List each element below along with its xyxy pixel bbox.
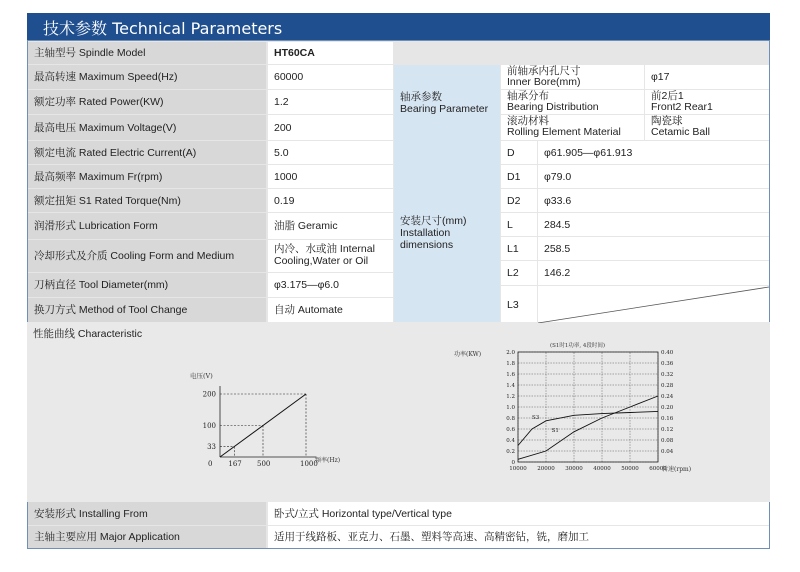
bearing-item-name-line: 滚动材料 bbox=[507, 115, 549, 127]
bearing-group-cn: 轴承参数 bbox=[400, 91, 442, 103]
chart1-x-tick: 500 bbox=[257, 460, 271, 468]
param-label: 最高转速 Maximum Speed(Hz) bbox=[28, 65, 266, 89]
chart2-y-right-tick: 0.36 bbox=[661, 361, 674, 367]
chart2-x-tick: 30000 bbox=[565, 466, 583, 472]
chart2-series-s1 bbox=[518, 396, 658, 459]
param-value: 1000 bbox=[268, 165, 393, 188]
installation-value: 146.2 bbox=[538, 261, 769, 285]
chart2-x-tick: 50000 bbox=[621, 466, 639, 472]
installation-value: 284.5 bbox=[538, 213, 769, 236]
chart2-y-right-tick: 0.20 bbox=[661, 405, 674, 411]
installation-key: D bbox=[501, 141, 537, 164]
installation-key: D1 bbox=[501, 165, 537, 188]
bearing-item-name-line: Bearing Distribution bbox=[507, 101, 599, 113]
bearing-item-value-line: Cetamic Ball bbox=[651, 126, 710, 138]
installation-key: L3 bbox=[501, 286, 537, 323]
chart2-annotation-s1: S1 bbox=[551, 427, 559, 434]
installation-value: φ61.905—φ61.913 bbox=[538, 141, 769, 164]
param-label: 冷却形式及介质 Cooling Form and Medium bbox=[28, 240, 266, 272]
installation-key: L bbox=[501, 213, 537, 236]
param-value: 1.2 bbox=[268, 90, 393, 114]
param-value: 油脂 Geramic bbox=[268, 213, 393, 239]
bearing-item-name-line: Inner Bore(mm) bbox=[507, 76, 581, 88]
voltage-frequency-chart bbox=[180, 370, 360, 470]
chart1-x-tick: 1000 bbox=[300, 460, 318, 468]
bearing-group-en: Bearing Parameter bbox=[400, 103, 489, 115]
bearing-item-name bbox=[501, 115, 644, 140]
chart2-y-right-tick: 0.28 bbox=[661, 383, 674, 389]
power-speed-chart bbox=[440, 340, 700, 480]
installation-group-en1: Installation bbox=[400, 227, 451, 239]
chart2-xlabel: 转速(rpm) bbox=[662, 466, 692, 473]
param-label: 额定电流 Rated Electric Current(A) bbox=[28, 141, 266, 164]
chart2-y-left-tick: 2.0 bbox=[506, 350, 515, 356]
chart2-y-right-tick: 0.16 bbox=[661, 416, 674, 422]
application-label: 主轴主要应用 Major Application bbox=[28, 526, 266, 548]
param-label: 润滑形式 Lubrication Form bbox=[28, 213, 266, 239]
bearing-item-name bbox=[501, 90, 644, 114]
chart1-x-tick: 0 bbox=[208, 460, 213, 468]
param-value: 60000 bbox=[268, 65, 393, 89]
param-label: 最高电压 Maximum Voltage(V) bbox=[28, 115, 266, 140]
param-value-line: Cooling,Water or Oil bbox=[274, 255, 369, 267]
bearing-item-name-line: 轴承分布 bbox=[507, 90, 549, 102]
chart1-xlabel: 频率(Hz) bbox=[315, 457, 341, 464]
chart2-y-left-tick: 1.2 bbox=[506, 394, 515, 400]
chart2-y-right-tick: 0.04 bbox=[661, 449, 674, 455]
installation-value: φ33.6 bbox=[538, 189, 769, 212]
chart2-y-right-tick: 0.12 bbox=[661, 427, 674, 433]
chart2-y-right-tick: 0.32 bbox=[661, 372, 674, 378]
chart2-y-left-tick: 1.0 bbox=[506, 405, 515, 411]
characteristic-label: 性能曲线 Characteristic bbox=[33, 328, 143, 340]
chart2-x-tick: 40000 bbox=[593, 466, 611, 472]
param-value bbox=[268, 240, 393, 272]
param-label: 换刀方式 Method of Tool Change bbox=[28, 298, 266, 322]
page-title: 技术参数 Technical Parameters bbox=[43, 19, 283, 38]
bearing-group-label bbox=[394, 65, 500, 141]
chart2-title: (S1时1功率, 4段时间) bbox=[550, 343, 606, 349]
l3-diagonal-line bbox=[538, 287, 769, 323]
param-value: φ3.175—φ6.0 bbox=[268, 273, 393, 297]
param-label: 刀柄直径 Tool Diameter(mm) bbox=[28, 273, 266, 297]
chart2-annotation-s3: S3 bbox=[532, 415, 540, 422]
param-label: 额定功率 Rated Power(KW) bbox=[28, 90, 266, 114]
param-value: 自动 Automate bbox=[268, 298, 393, 322]
chart2-x-tick: 60000 bbox=[649, 466, 667, 472]
bearing-item-value bbox=[645, 90, 769, 114]
header-bar bbox=[27, 13, 770, 40]
param-value: 0.19 bbox=[268, 189, 393, 212]
installation-key: L1 bbox=[501, 237, 537, 260]
chart1-y-tick: 200 bbox=[202, 390, 216, 399]
chart2-y-right-tick: 0.40 bbox=[661, 350, 674, 356]
installation-group-cn: 安装尺寸(mm) bbox=[400, 215, 467, 227]
installation-value: 258.5 bbox=[538, 237, 769, 260]
chart2-y-right-tick: 0.24 bbox=[661, 394, 674, 400]
installing-label: 安装形式 Installing From bbox=[28, 502, 266, 525]
installing-value: 卧式/立式 Horizontal type/Vertical type bbox=[268, 502, 769, 525]
l3-diagonal bbox=[538, 286, 769, 323]
param-label: 额定扭矩 S1 Rated Torque(Nm) bbox=[28, 189, 266, 212]
chart2-y-left-tick: 0 bbox=[511, 460, 515, 466]
chart2-y-left-tick: 0.8 bbox=[506, 416, 515, 422]
chart2-ylabel: 功率(KW) bbox=[454, 351, 482, 358]
param-label: 主轴型号 Spindle Model bbox=[28, 42, 266, 64]
installation-value: φ79.0 bbox=[538, 165, 769, 188]
bearing-item-value-line: 陶瓷球 bbox=[651, 115, 683, 127]
bearing-item-value bbox=[645, 115, 769, 140]
param-value-line: 内冷、水或油 Internal bbox=[274, 243, 375, 255]
chart2-y-left-tick: 1.6 bbox=[506, 372, 515, 378]
chart2-y-left-tick: 1.4 bbox=[506, 383, 515, 389]
chart1-y-tick: 100 bbox=[202, 422, 216, 430]
bearing-item-name bbox=[501, 65, 644, 89]
param-label: 最高频率 Maximum Fr(rpm) bbox=[28, 165, 266, 188]
chart2-y-left-tick: 0.4 bbox=[506, 438, 515, 444]
installation-key: L2 bbox=[501, 261, 537, 285]
chart2-x-tick: 10000 bbox=[509, 466, 527, 472]
bearing-item-value: φ17 bbox=[645, 65, 769, 89]
application-value: 适用于线路板、亚克力、石墨、塑料等高速、高精密钻，铣，磨加工 bbox=[268, 526, 769, 548]
chart2-y-left-tick: 0.6 bbox=[506, 427, 515, 433]
bearing-item-name-line: Rolling Element Material bbox=[507, 126, 621, 138]
bearing-item-name-line: 前轴承内孔尺寸 bbox=[507, 65, 581, 77]
param-value: HT60CA bbox=[268, 42, 393, 64]
installation-key: D2 bbox=[501, 189, 537, 212]
chart1-y-tick: 33 bbox=[207, 443, 216, 452]
chart2-y-right-tick: 0.08 bbox=[661, 438, 674, 444]
bearing-item-value-line: Front2 Rear1 bbox=[651, 101, 713, 113]
chart1-ylabel: 电压(V) bbox=[190, 372, 213, 380]
chart2-y-left-tick: 0.2 bbox=[506, 449, 515, 455]
chart1-x-tick: 167 bbox=[228, 460, 242, 468]
chart2-x-tick: 20000 bbox=[537, 466, 555, 472]
param-value: 200 bbox=[268, 115, 393, 140]
installation-group-label bbox=[394, 141, 500, 323]
installation-group-en2: dimensions bbox=[400, 239, 454, 251]
param-value: 5.0 bbox=[268, 141, 393, 164]
bearing-item-value-line: 前2后1 bbox=[651, 90, 684, 102]
chart2-y-left-tick: 1.8 bbox=[506, 361, 515, 367]
